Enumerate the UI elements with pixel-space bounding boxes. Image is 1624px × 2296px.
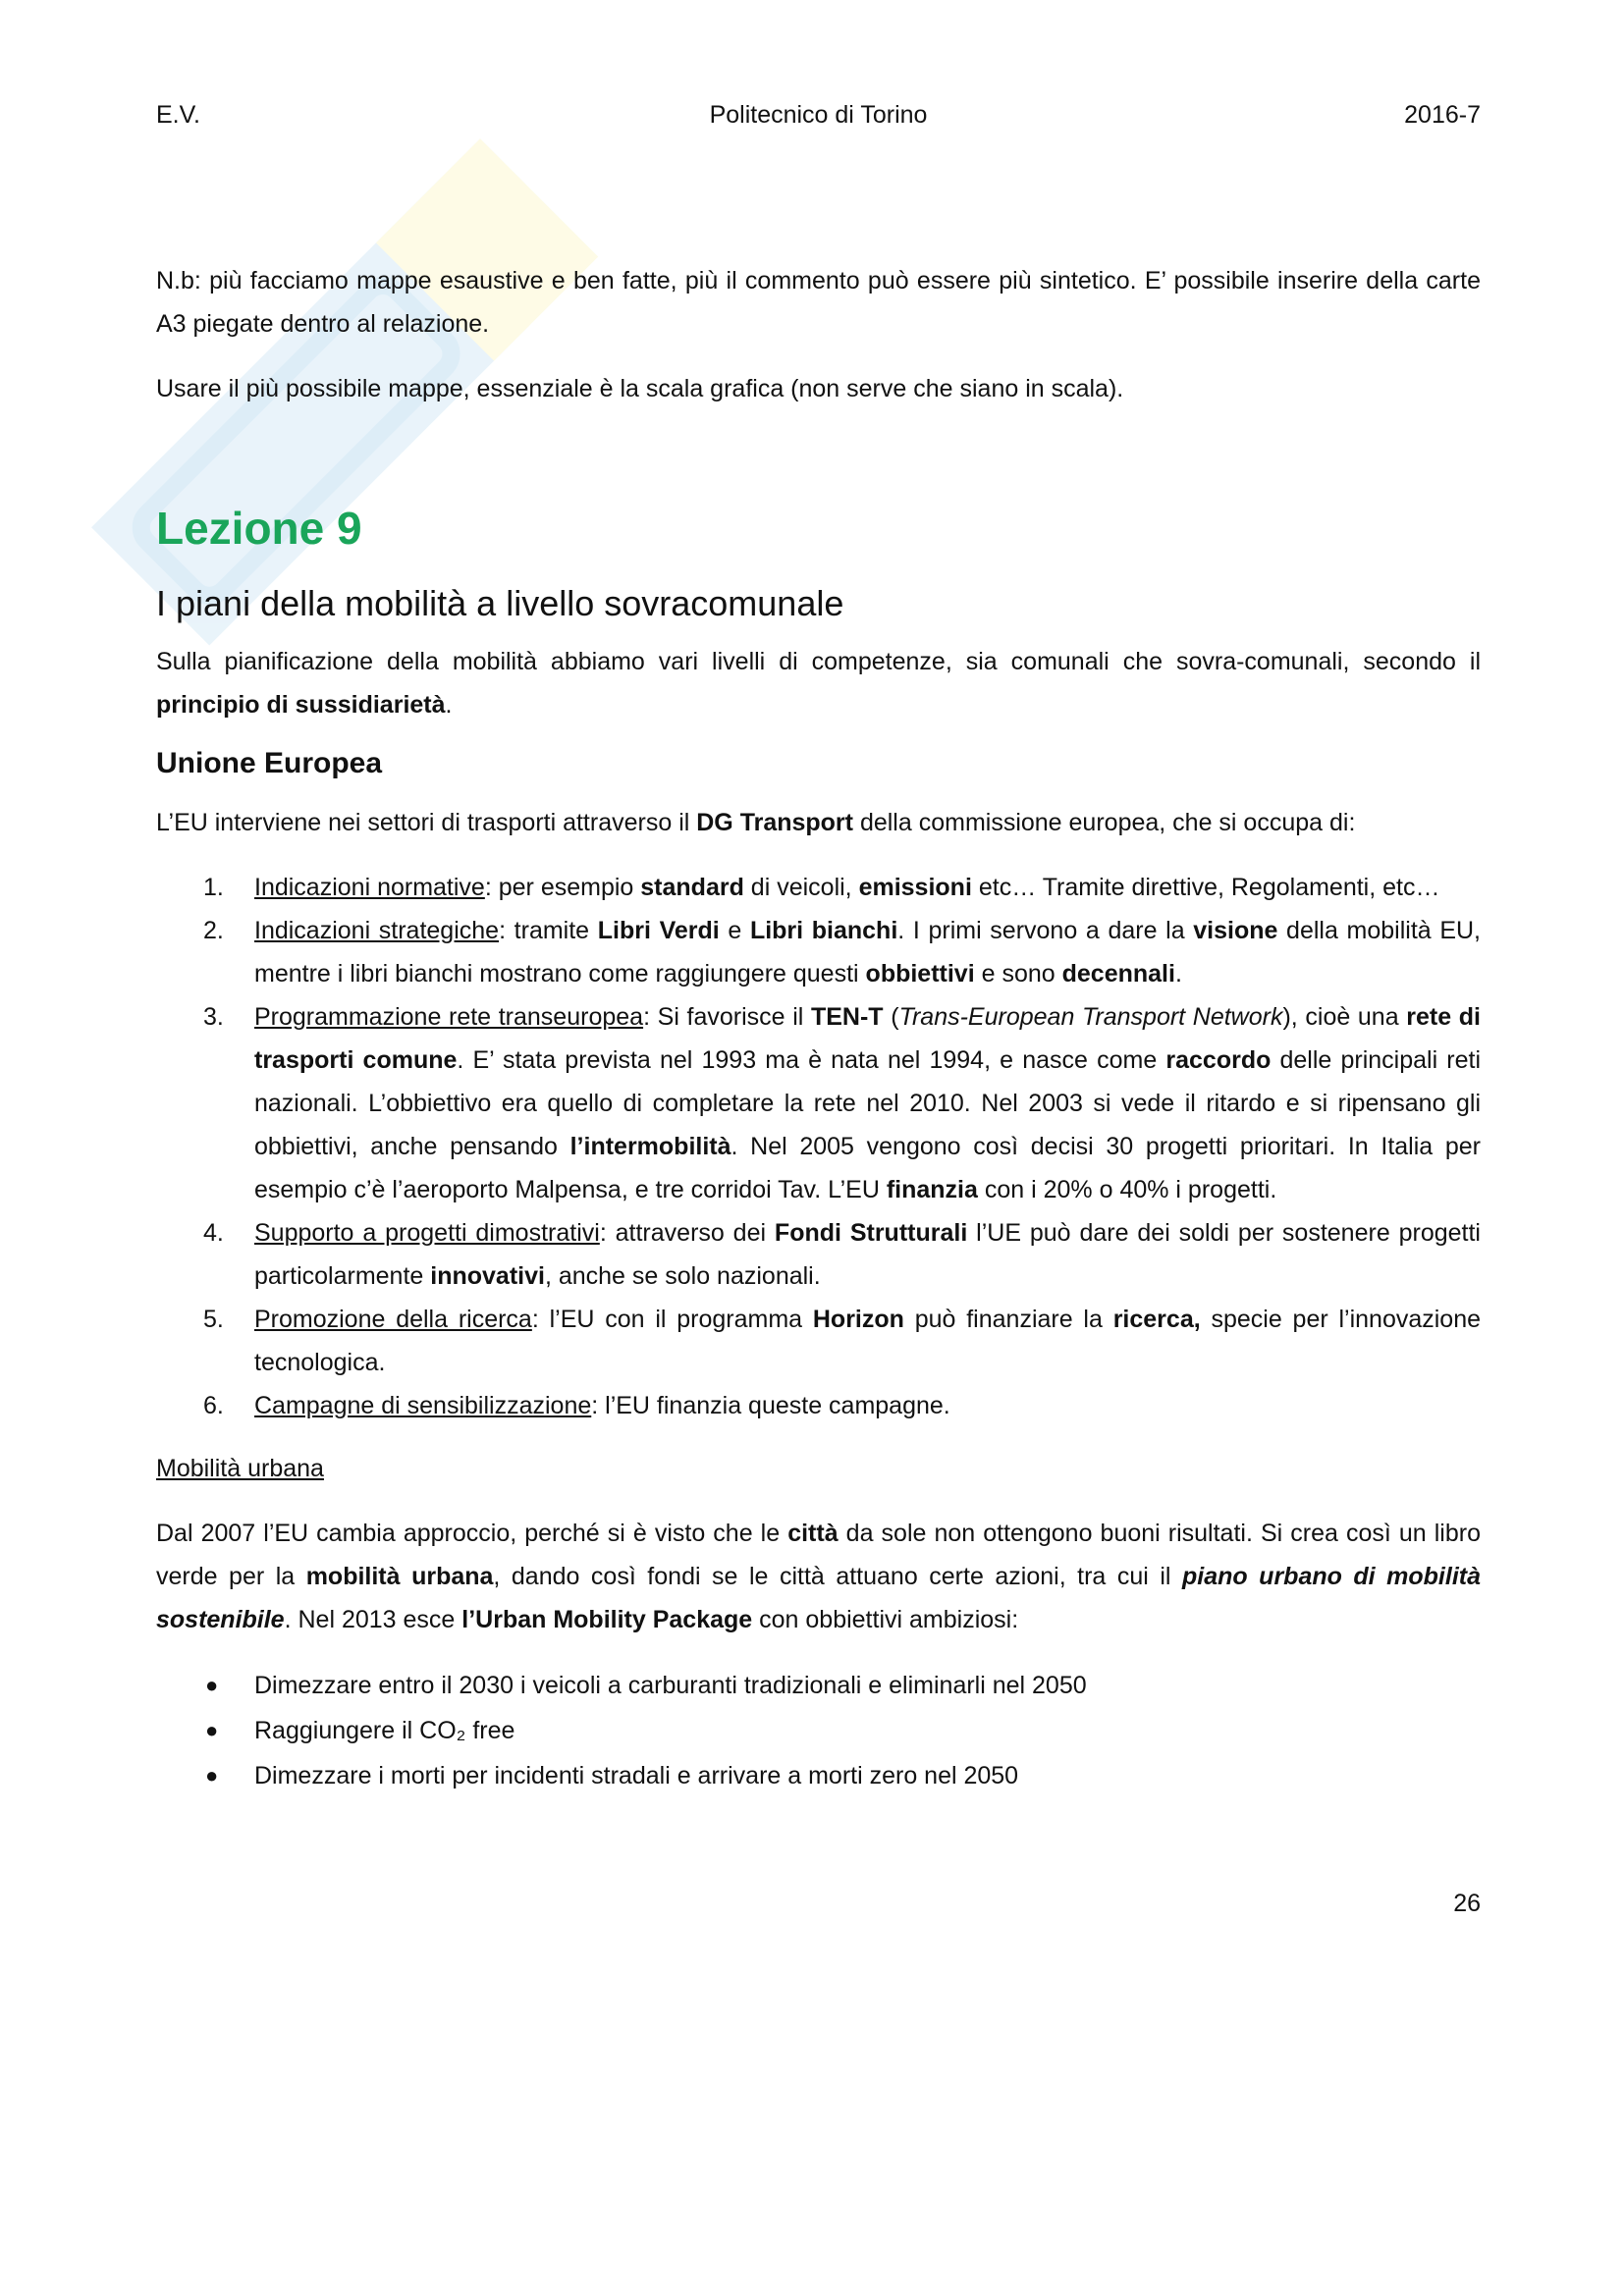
text-run: etc… Tramite direttive, Regolamenti, etc… <box>971 874 1440 901</box>
text-run: con obbiettivi ambiziosi: <box>752 1606 1019 1633</box>
bullet-icon: ● <box>205 1718 219 1742</box>
list-item-text <box>254 1672 1087 1699</box>
text-run: e sono <box>974 960 1062 988</box>
header-institution: Politecnico di Torino <box>709 101 928 129</box>
text-run: e <box>719 917 750 944</box>
text-run: delle principali reti nazionali. L’obbiettivo era quello di completare la rete nel 2010. Nel 2003 si vede il ritardo e si ripensano gli obbiettivi, anche pensando <box>254 1046 1482 1160</box>
text-run: Horizon <box>812 1306 904 1333</box>
text-run: . <box>445 691 453 719</box>
list-number: 6. <box>203 1392 224 1419</box>
text-run: Indicazioni strategiche <box>254 917 500 944</box>
text-run: Raggiungere il CO₂ free <box>254 1717 515 1744</box>
text-run: della mobilità EU, mentre i libri bianchi mostrano come raggiungere questi <box>254 917 1482 988</box>
text-run: Fondi Strutturali <box>774 1219 968 1247</box>
text-run: DG Transport <box>696 809 853 836</box>
text-run: Libri bianchi <box>749 917 898 944</box>
text-run: TEN-T <box>810 1003 884 1031</box>
text-run: emissioni <box>858 874 972 901</box>
text-run: di veicoli, <box>743 874 859 901</box>
list-item-text <box>254 1219 1481 1290</box>
text-run: obbiettivi <box>865 960 975 988</box>
text-run: finanzia <box>886 1176 978 1203</box>
text-run: piano urbano di mobilità sostenibile <box>156 1563 1481 1633</box>
text-run: Campagne di sensibilizzazione <box>254 1392 592 1419</box>
list-item <box>156 1663 1481 1708</box>
section-intro <box>156 640 1481 726</box>
eu-competences-list <box>156 866 1481 1427</box>
header-author: E.V. <box>156 101 200 129</box>
text-run: città <box>787 1520 839 1547</box>
text-run: : l’EU finanzia queste campagne. <box>591 1392 950 1419</box>
text-run: Libri Verdi <box>597 917 720 944</box>
urban-mobility-heading: Mobilità urbana <box>156 1455 324 1482</box>
intro-paragraph-1 <box>156 259 1481 346</box>
header-year: 2016-7 <box>1404 101 1482 129</box>
text-run: da sole non ottengono buoni risultati. Si crea così un libro verde per la <box>156 1520 1481 1590</box>
text-run: principio di sussidiarietà <box>156 691 446 719</box>
list-item-text <box>254 1306 1481 1376</box>
text-run: . E’ stata prevista nel 1993 ma è nata nel 1994, e nasce come <box>457 1046 1166 1074</box>
list-item <box>156 909 1481 995</box>
text-run: . Nel 2005 vengono così decisi 30 progetti prioritari. In Italia per esempio c’è l’aeroporto Malpensa, e tre corridoi Tav. L’EU <box>254 1133 1481 1203</box>
urban-mobility-paragraph <box>156 1512 1481 1641</box>
text-run: : attraverso dei <box>599 1219 775 1247</box>
text-run: : tramite <box>499 917 598 944</box>
list-item-text <box>254 1762 1018 1789</box>
page-number: 26 <box>1453 1890 1481 1917</box>
text-run: Dal 2007 l’EU cambia approccio, perché si è visto che le <box>156 1520 788 1547</box>
text-run: Promozione della ricerca <box>254 1306 532 1333</box>
list-item-text <box>254 1003 1481 1203</box>
text-run: : per esempio <box>484 874 641 901</box>
list-item <box>156 1708 1481 1753</box>
text-run: standard <box>640 874 744 901</box>
list-item <box>156 1384 1481 1427</box>
text-run: L’EU interviene nei settori di trasporti attraverso il <box>156 809 697 836</box>
list-item <box>156 866 1481 909</box>
text-run: con i 20% o 40% i progetti. <box>977 1176 1277 1203</box>
text-run: Indicazioni normative <box>254 874 485 901</box>
text-run: ricerca, <box>1112 1306 1201 1333</box>
text-run: ), cioè una <box>1282 1003 1407 1031</box>
text-run: Supporto a progetti dimostrativi <box>254 1219 600 1247</box>
bullet-icon: ● <box>205 1673 219 1697</box>
intro-paragraph-2 <box>156 367 1481 410</box>
lesson-title: Lezione 9 <box>156 503 362 554</box>
bullet-icon: ● <box>205 1763 219 1788</box>
text-run: rete di trasporti comune <box>254 1003 1481 1074</box>
list-item <box>156 1753 1481 1798</box>
text-run: . Nel 2013 esce <box>284 1606 462 1633</box>
text-run: specie per l’innovazione tecnologica. <box>254 1306 1482 1376</box>
text-run: mobilità urbana <box>305 1563 494 1590</box>
text-run: , dando così fondi se le città attuano certe azioni, tra cui il <box>493 1563 1182 1590</box>
list-item-text <box>254 1717 514 1744</box>
list-item <box>156 995 1481 1211</box>
text-run: raccordo <box>1165 1046 1272 1074</box>
text-run: può finanziare la <box>903 1306 1113 1333</box>
list-item <box>156 1298 1481 1384</box>
text-run: . I primi servono a dare la <box>897 917 1194 944</box>
list-item-text <box>254 917 1481 988</box>
text-run: ( <box>883 1003 899 1031</box>
list-number: 1. <box>203 874 224 901</box>
text-run: : Si favorisce il <box>643 1003 811 1031</box>
eu-intro <box>156 801 1481 844</box>
list-number: 4. <box>203 1219 224 1247</box>
text-run: Programmazione rete transeuropea <box>254 1003 644 1031</box>
text-run: Dimezzare entro il 2030 i veicoli a carburanti tradizionali e eliminarli nel 2050 <box>254 1672 1087 1699</box>
text-run: decennali <box>1061 960 1175 988</box>
section-title: I piani della mobilità a livello sovracomunale <box>156 583 844 623</box>
text-run: innovativi <box>430 1262 545 1290</box>
text-run: Sulla pianificazione della mobilità abbiamo vari livelli di competenze, sia comunali che sovra-comunali, secondo il <box>156 648 1481 675</box>
text-run: N.b: più facciamo mappe esaustive e ben fatte, più il commento può essere più sintetico. E’ possibile inserire della carte A3 piegate dentro al relazione. <box>156 267 1481 338</box>
urban-goals-list <box>156 1663 1481 1798</box>
text-run: della commissione europea, che si occupa di: <box>853 809 1356 836</box>
list-item-text <box>254 1392 950 1419</box>
text-run: l’intermobilità <box>569 1133 731 1160</box>
subsection-title: Unione Europea <box>156 747 383 779</box>
text-run: Trans-European Transport Network <box>898 1003 1283 1031</box>
text-run: l’UE può dare dei soldi per sostenere progetti particolarmente <box>254 1219 1481 1290</box>
list-number: 5. <box>203 1306 224 1333</box>
page-header <box>156 98 1481 132</box>
list-item <box>156 1211 1481 1298</box>
text-run: Usare il più possibile mappe, essenziale è la scala grafica (non serve che siano in scala). <box>156 375 1124 402</box>
text-run: : l’EU con il programma <box>531 1306 813 1333</box>
list-number: 2. <box>203 917 224 944</box>
text-run: l’Urban Mobility Package <box>461 1606 753 1633</box>
text-run: . <box>1174 960 1182 988</box>
text-run: visione <box>1193 917 1278 944</box>
list-item-text <box>254 874 1439 901</box>
text-run: Dimezzare i morti per incidenti stradali e arrivare a morti zero nel 2050 <box>254 1762 1019 1789</box>
text-run: , anche se solo nazionali. <box>544 1262 821 1290</box>
list-number: 3. <box>203 1003 224 1031</box>
